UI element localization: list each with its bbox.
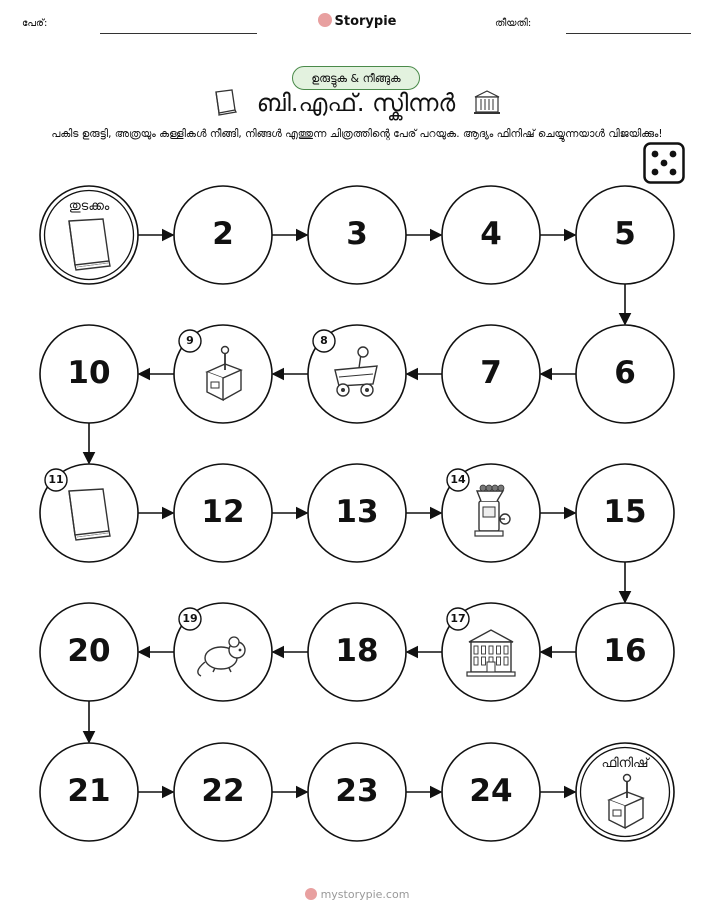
- space-number: 11: [48, 473, 64, 486]
- storypie-logo-icon: [305, 888, 317, 900]
- title-text: ബി.എഫ്. സ്കിന്നർ: [256, 89, 456, 117]
- space-number: 7: [480, 355, 502, 391]
- footer: [0, 888, 714, 901]
- footer-url: mystorypie.com: [320, 888, 410, 901]
- space-number: 14: [450, 473, 466, 486]
- space-number: 12: [201, 494, 245, 530]
- brand-name: Storypie: [334, 14, 397, 29]
- space-number: 5: [614, 216, 636, 252]
- date-label: തീയതി:: [495, 18, 532, 29]
- space-number: 18: [335, 633, 379, 669]
- game-type-badge: ഉരുട്ടുക & നീങ്ങുക: [292, 66, 420, 90]
- space-number: 13: [335, 494, 379, 530]
- space-number: 23: [335, 773, 379, 809]
- space-number: 3: [346, 216, 368, 252]
- space-number: 22: [201, 773, 245, 809]
- space-number: 4: [480, 216, 502, 252]
- space-number: 10: [67, 355, 111, 391]
- start-label: തുടക്കം: [68, 199, 110, 214]
- space-number: 15: [603, 494, 647, 530]
- space-number: 19: [182, 612, 198, 625]
- space-number: 9: [186, 334, 194, 347]
- instructions: പകിട ഉരുട്ടി, അത്രയും കള്ളികൾ നീങ്ങി, നിങ്ങൾ എത്തുന്ന ചിത്രത്തിന്റെ പേര് പറയുക. ആദ്യം ഫിനിഷ് ചെയ്യുന്നയാൾ വിജയിക്കും!: [51, 128, 663, 140]
- space-number: 16: [603, 633, 647, 669]
- space-number: 21: [67, 773, 111, 809]
- space-number: 6: [614, 355, 636, 391]
- space-number: 24: [469, 773, 513, 809]
- name-label: പേര്:: [22, 18, 48, 29]
- finish-label: ഫിനിഷ്: [601, 756, 649, 771]
- space-number: 2: [212, 216, 234, 252]
- space-number: 8: [320, 334, 328, 347]
- space-number: 20: [67, 633, 111, 669]
- space-number: 17: [450, 612, 466, 625]
